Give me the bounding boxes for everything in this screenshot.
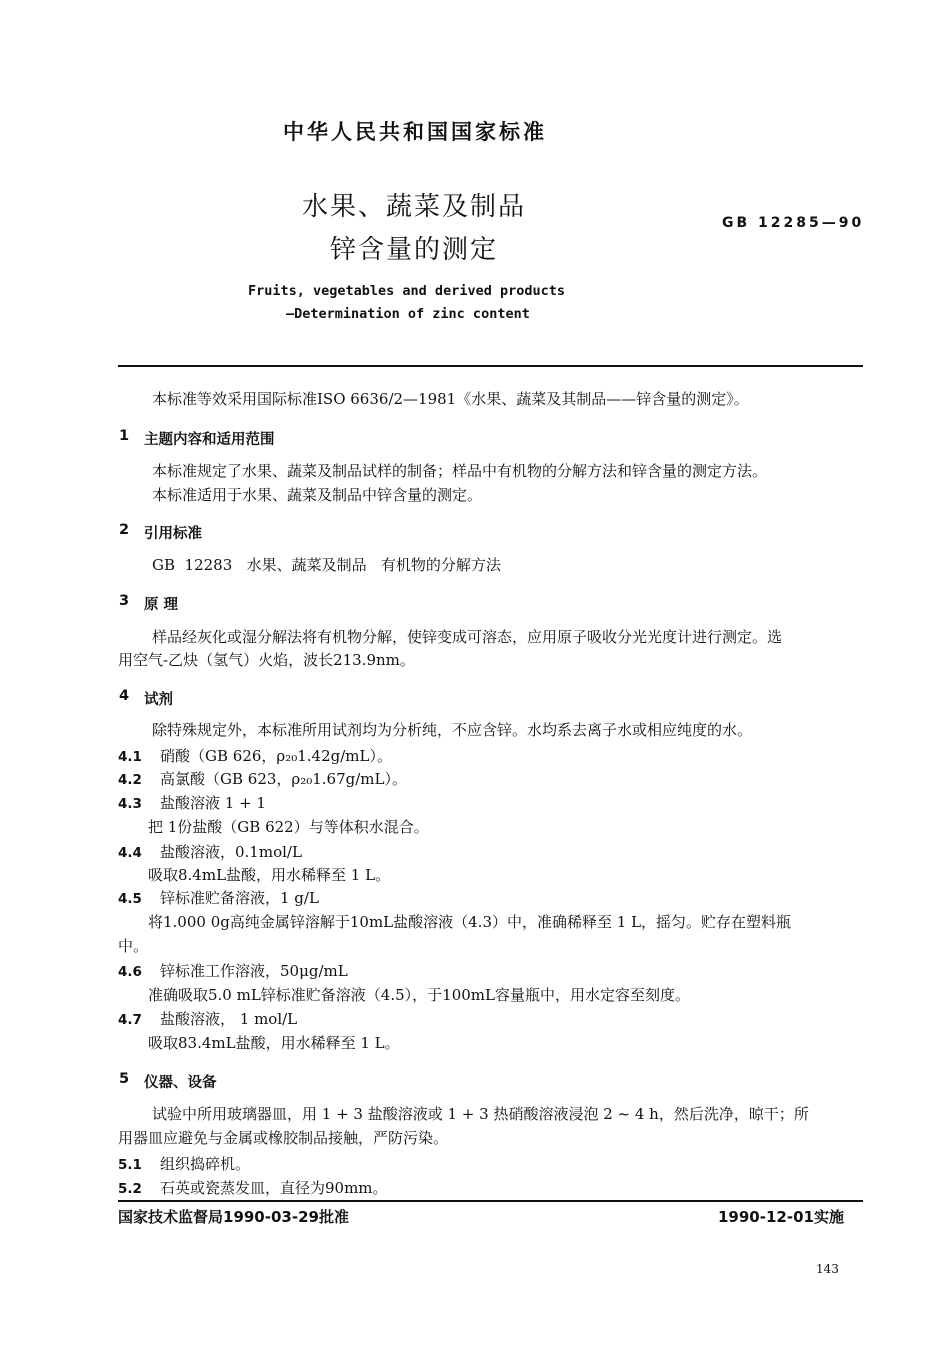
page-number: 143 [816,1262,839,1276]
item-4-5-text: 锌标准贮备溶液，1 g/L [160,889,319,907]
item-4-4-number: 4.4 [118,845,142,861]
item-4-3-number: 4.3 [118,796,142,812]
item-4-3-detail: 把 1份盐酸（GB 622）与等体积水混合。 [148,818,429,836]
english-title-line1: Fruits, vegetables and derived products [248,283,565,299]
item-5-1-text: 组织捣碎机。 [160,1155,251,1173]
item-4-5-detail-cont: 中。 [118,937,149,955]
item-4-4-detail: 吸取8.4mL盐酸，用水稀释至 1 L。 [148,866,391,884]
section-1-paragraph-2: 本标准适用于水果、蔬菜及制品中锌含量的测定。 [152,486,483,504]
item-4-1-text: 硝酸（GB 626，ρ₂₀1.42g/mL）。 [160,747,392,765]
doc-title-line2: 锌含量的测定 [330,235,499,265]
doc-title-line1: 水果、蔬菜及制品 [302,192,527,222]
item-4-1-number: 4.1 [118,749,142,765]
section-2-number: 2 [119,522,130,538]
section-5-paragraph-line2: 用器皿应避免与金属或橡胶制品接触，严防污染。 [118,1129,449,1147]
top-divider [118,365,863,367]
section-4-title: 试剂 [144,692,173,708]
section-3-paragraph-line1: 样品经灰化或湿分解法将有机物分解，使锌变成可溶态，应用原子吸收分光光度计进行测定。选 [152,628,783,646]
section-1-number: 1 [119,428,130,444]
item-4-3-text: 盐酸溶液 1 + 1 [160,794,266,812]
section-3-number: 3 [119,593,130,609]
section-3-title: 原 理 [144,597,179,613]
approval-date: 国家技术监督局1990-03-29批准 [118,1208,349,1226]
item-4-5-detail: 将1.000 0g高纯金属锌溶解于10mL盐酸溶液（4.3）中，准确稀释至 1 L，摇匀。贮存在塑料瓶 [148,913,792,931]
header-org-title: 中华人民共和国国家标准 [283,120,547,144]
item-5-1-number: 5.1 [118,1157,142,1173]
section-1-title: 主题内容和适用范围 [144,432,275,448]
item-4-7-detail: 吸取83.4mL盐酸，用水稀释至 1 L。 [148,1034,400,1052]
item-4-6-number: 4.6 [118,964,142,980]
item-4-4-text: 盐酸溶液，0.1mol/L [160,843,302,861]
item-4-2-text: 高氯酸（GB 623，ρ₂₀1.67g/mL）。 [160,770,407,788]
item-5-2-number: 5.2 [118,1181,142,1197]
item-4-6-text: 锌标准工作溶液，50μg/mL [160,962,348,980]
item-4-6-detail: 准确吸取5.0 mL锌标准贮备溶液（4.5），于100mL容量瓶中，用水定容至刻度。 [148,986,690,1004]
item-4-5-number: 4.5 [118,891,142,907]
section-5-paragraph-line1: 试验中所用玻璃器皿，用 1 + 3 盐酸溶液或 1 + 3 热硝酸溶液浸泡 2 ~ 4 h，然后洗净，晾干；所 [152,1105,809,1123]
section-5-title: 仪器、设备 [144,1075,217,1091]
section-5-number: 5 [119,1071,130,1087]
item-4-2-number: 4.2 [118,772,142,788]
section-4-number: 4 [119,688,130,704]
section-4-paragraph: 除特殊规定外，本标准所用试剂均为分析纯，不应含锌。水均系去离子水或相应纯度的水。 [152,721,753,739]
standard-number: GB 12285—90 [722,215,865,231]
item-4-7-text: 盐酸溶液， 1 mol/L [160,1010,298,1028]
section-2-title: 引用标准 [144,526,202,542]
section-2-reference: GB 12283 水果、蔬菜及制品 有机物的分解方法 [152,556,501,574]
english-title-line2: —Determination of zinc content [286,306,530,322]
implementation-date: 1990-12-01实施 [718,1208,844,1226]
bottom-divider [118,1200,863,1202]
section-3-paragraph-line2: 用空气-乙炔（氢气）火焰，波长213.9nm。 [118,651,415,669]
intro-paragraph: 本标准等效采用国际标准ISO 6636/2—1981《水果、蔬菜及其制品——锌含量的测定》。 [152,390,749,408]
section-1-paragraph-1: 本标准规定了水果、蔬菜及制品试样的制备；样品中有机物的分解方法和锌含量的测定方法。 [152,462,768,480]
item-5-2-text: 石英或瓷蒸发皿，直径为90mm。 [160,1179,388,1197]
item-4-7-number: 4.7 [118,1012,142,1028]
